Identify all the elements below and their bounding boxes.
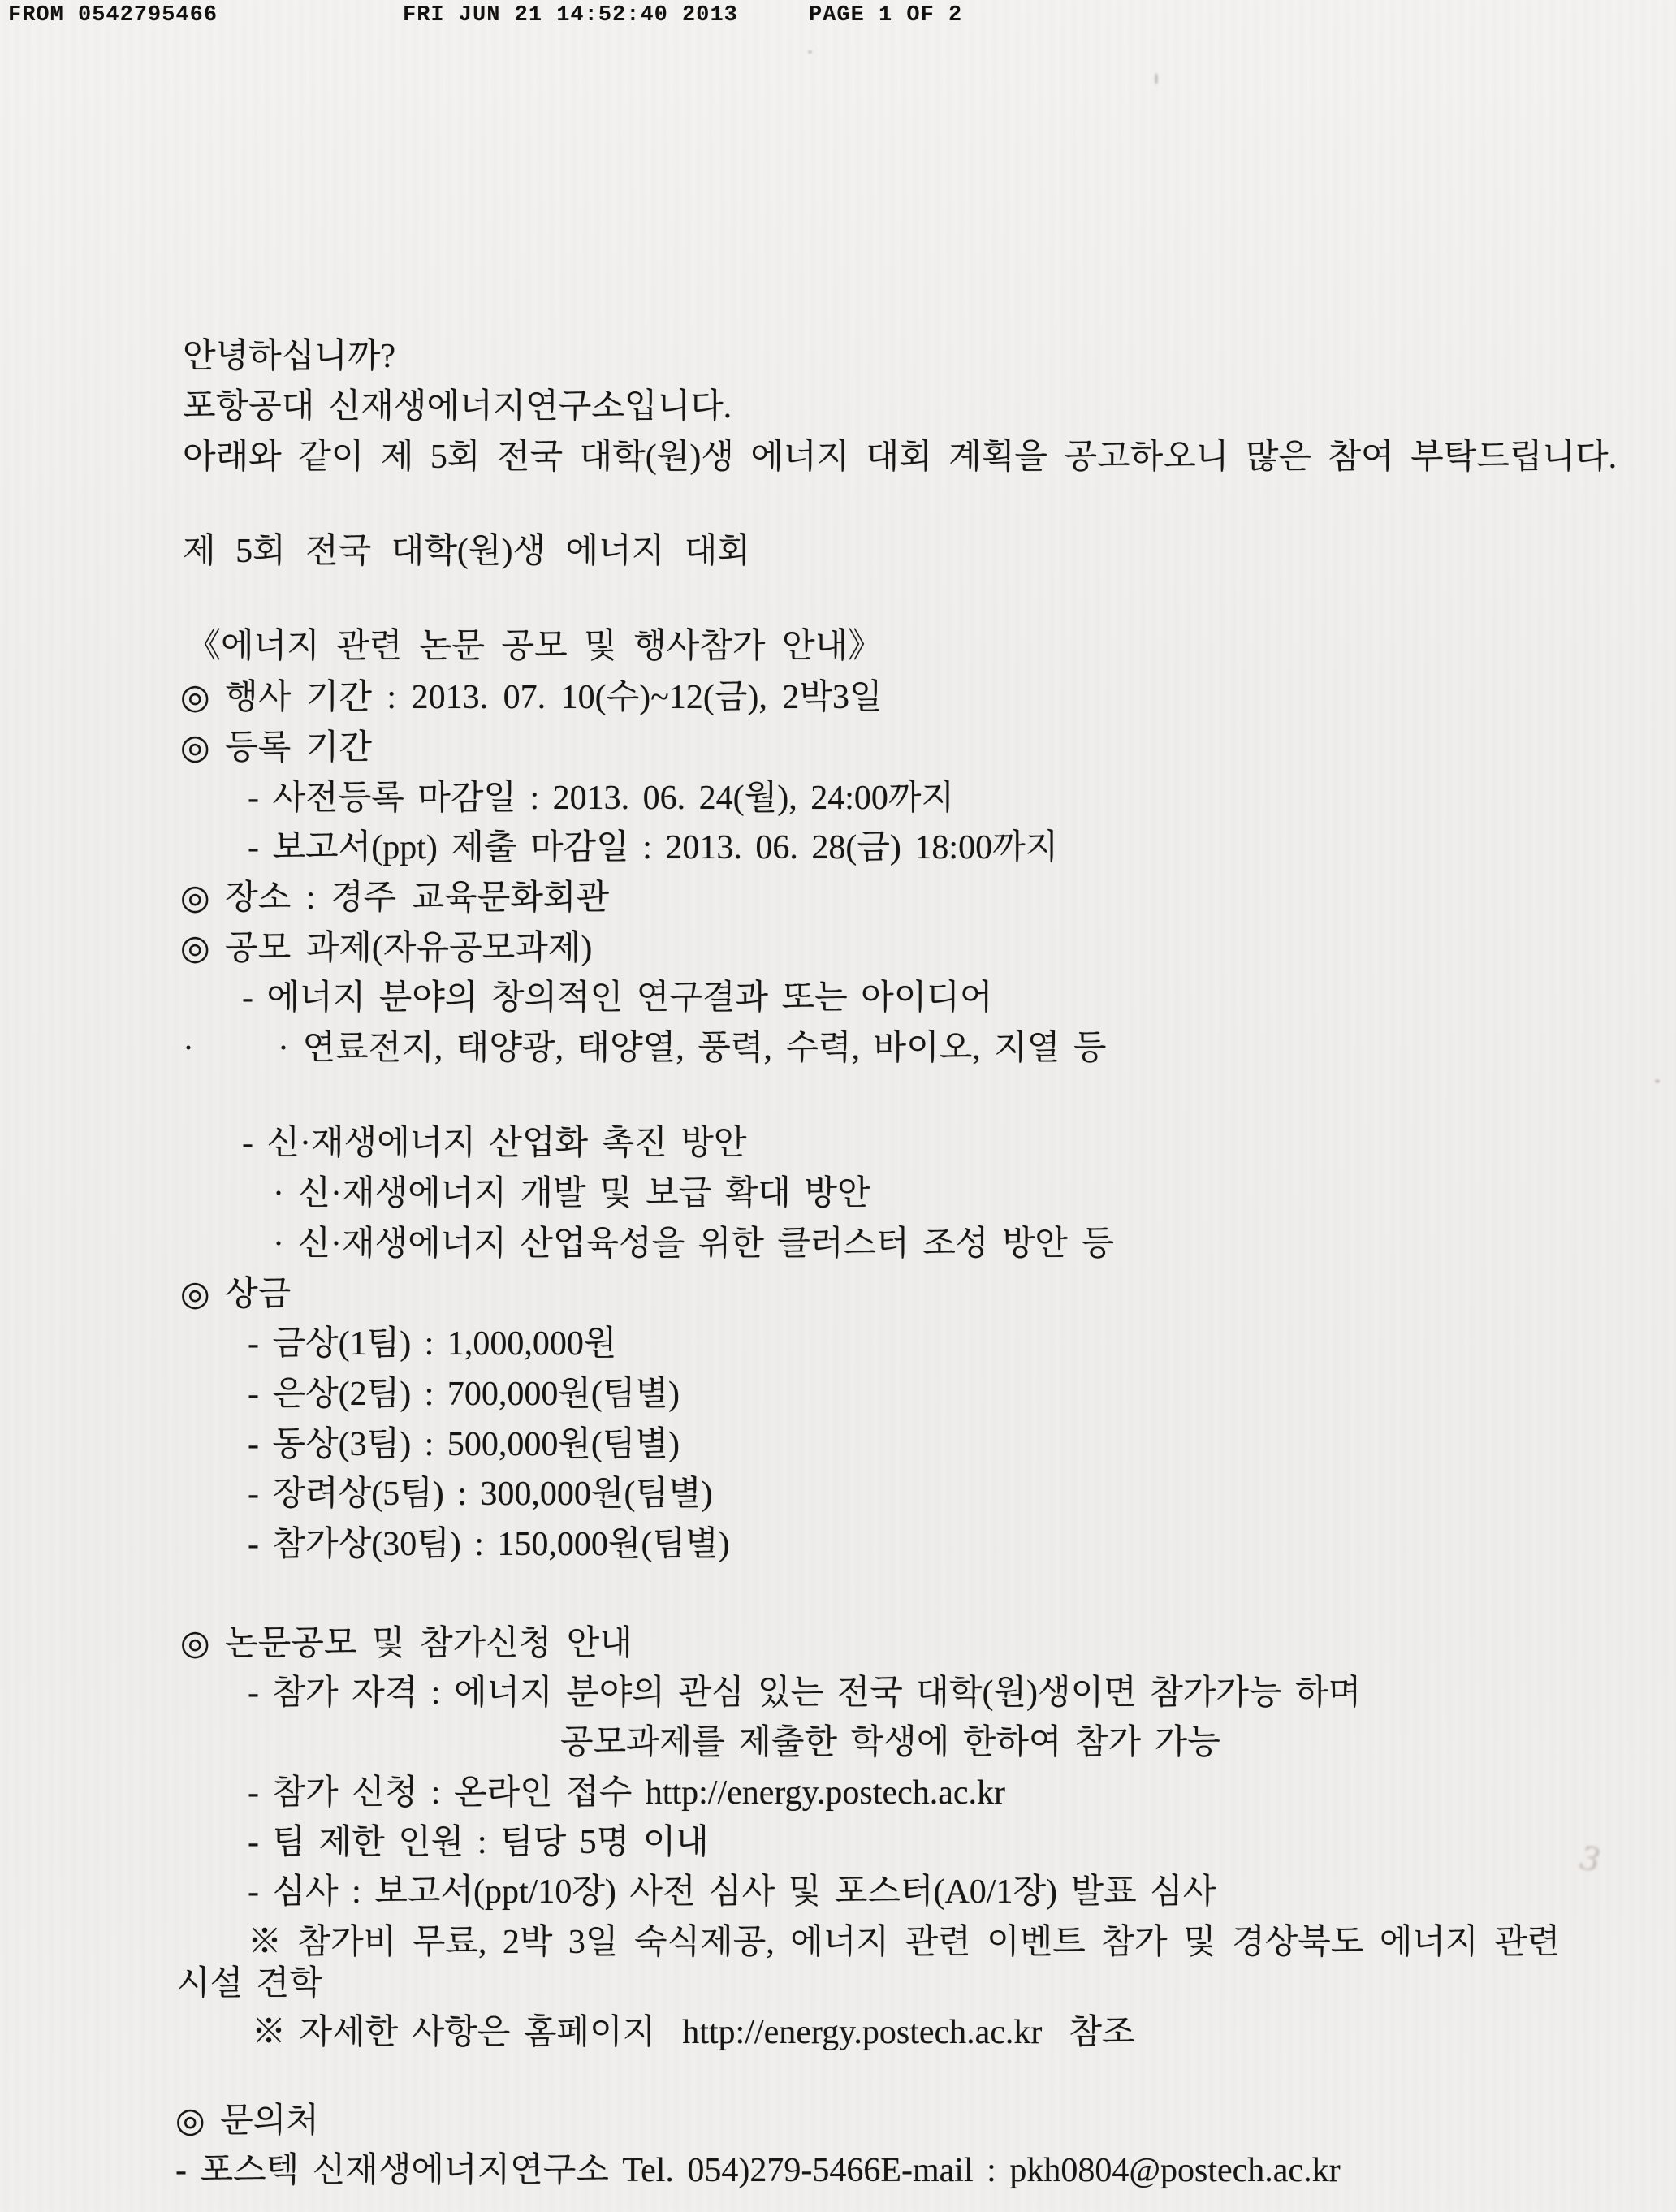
eligibility-line: - 참가 자격 : 에너지 분야의 관심 있는 전국 대학(원)생이면 참가가능 하며	[248, 1674, 1362, 1712]
scan-speck	[808, 50, 812, 54]
prize-bronze: - 동상(3팀) : 500,000원(팀별)	[248, 1426, 680, 1463]
contact-info-line: - 포스텍 신재생에너지연구소 Tel. 054)279-5466E-mail : pkh0804@postech.ac.kr	[175, 2152, 1341, 2189]
event-title: 제 5회 전국 대학(원)생 에너지 대회	[183, 533, 750, 570]
contest-heading: ◎ 공모 과제(자유공모과제)	[180, 930, 593, 967]
scan-speck	[1655, 1079, 1660, 1083]
prize-participation: - 참가상(30팀) : 150,000원(팀별)	[248, 1526, 730, 1563]
greeting-line-3: 아래와 같이 제 5회 전국 대학(원)생 에너지 대회 계획을 공고하오니 많은 참여 부탁드립니다.	[183, 439, 1618, 476]
topic-industry-line: - 신·재생에너지 산업화 촉진 방안	[242, 1125, 747, 1162]
report-deadline: - 보고서(ppt) 제출 마감일 : 2013. 06. 28(금) 18:00까지	[248, 829, 1059, 866]
scan-speck	[1155, 73, 1158, 84]
fax-header-page-count: PAGE 1 OF 2	[809, 3, 963, 28]
application-method: - 참가 신청 : 온라인 접수 http://energy.postech.ac.kr	[248, 1774, 1005, 1812]
fax-header-from: FROM 0542795466	[8, 3, 218, 28]
judging-line: - 심사 : 보고서(ppt/10장) 사전 심사 및 포스터(A0/1장) 발표 심사	[248, 1873, 1216, 1911]
topic-free-line: - 에너지 분야의 창의적인 연구결과 또는 아이디어	[242, 979, 993, 1017]
greeting-line-1: 안녕하십니까?	[183, 338, 396, 375]
topic-free-detail: · 연료전지, 태양광, 태양열, 풍력, 수력, 바이오, 지열 등	[278, 1030, 1107, 1067]
fax-header	[0, 3, 1676, 31]
note-free-continued: 시설 견학	[177, 1965, 322, 2002]
notice-heading: 《에너지 관련 논문 공모 및 행사참가 안내》	[187, 628, 883, 665]
prize-encouragement: - 장려상(5팀) : 300,000원(팀별)	[248, 1475, 713, 1513]
topic-industry-detail-1: · 신·재생에너지 개발 및 보급 확대 방안	[273, 1175, 870, 1212]
registration-heading: ◎ 등록 기간	[180, 729, 372, 767]
application-heading: ◎ 논문공모 및 참가신청 안내	[180, 1625, 633, 1662]
greeting-line-2: 포항공대 신재생에너지연구소입니다.	[183, 388, 732, 426]
prize-gold: - 금상(1팀) : 1,000,000원	[248, 1325, 617, 1363]
note-homepage-line: ※ 자세한 사항은 홈페이지 http://energy.postech.ac.kr 참조	[252, 2014, 1135, 2051]
note-free-line: ※ 참가비 무료, 2박 3일 숙식제공, 에너지 관련 이벤트 참가 및 경상북도 에너지 관련	[248, 1924, 1561, 1961]
event-period-line: ◎ 행사 기간 : 2013. 07. 10(수)~12(금), 2박3일	[180, 679, 883, 716]
team-limit-line: - 팀 제한 인원 : 팀당 5명 이내	[248, 1824, 709, 1861]
venue-line: ◎ 장소 : 경주 교육문화회관	[180, 879, 610, 917]
prize-silver: - 은상(2팀) : 700,000원(팀별)	[248, 1376, 680, 1413]
prize-heading: ◎ 상금	[180, 1276, 292, 1313]
scan-artifact-smudge: 3	[1574, 1839, 1606, 1880]
fax-header-datetime: FRI JUN 21 14:52:40 2013	[403, 3, 738, 28]
eligibility-continued: 공모과제를 제출한 학생에 한하여 참가 가능	[560, 1724, 1220, 1761]
stray-dot-mark: ·	[183, 1030, 194, 1067]
pre-registration-deadline: - 사전등록 마감일 : 2013. 06. 24(월), 24:00까지	[248, 780, 955, 817]
contact-heading: ◎ 문의처	[175, 2102, 319, 2140]
topic-industry-detail-2: · 신·재생에너지 산업육성을 위한 클러스터 조성 방안 등	[273, 1225, 1115, 1263]
